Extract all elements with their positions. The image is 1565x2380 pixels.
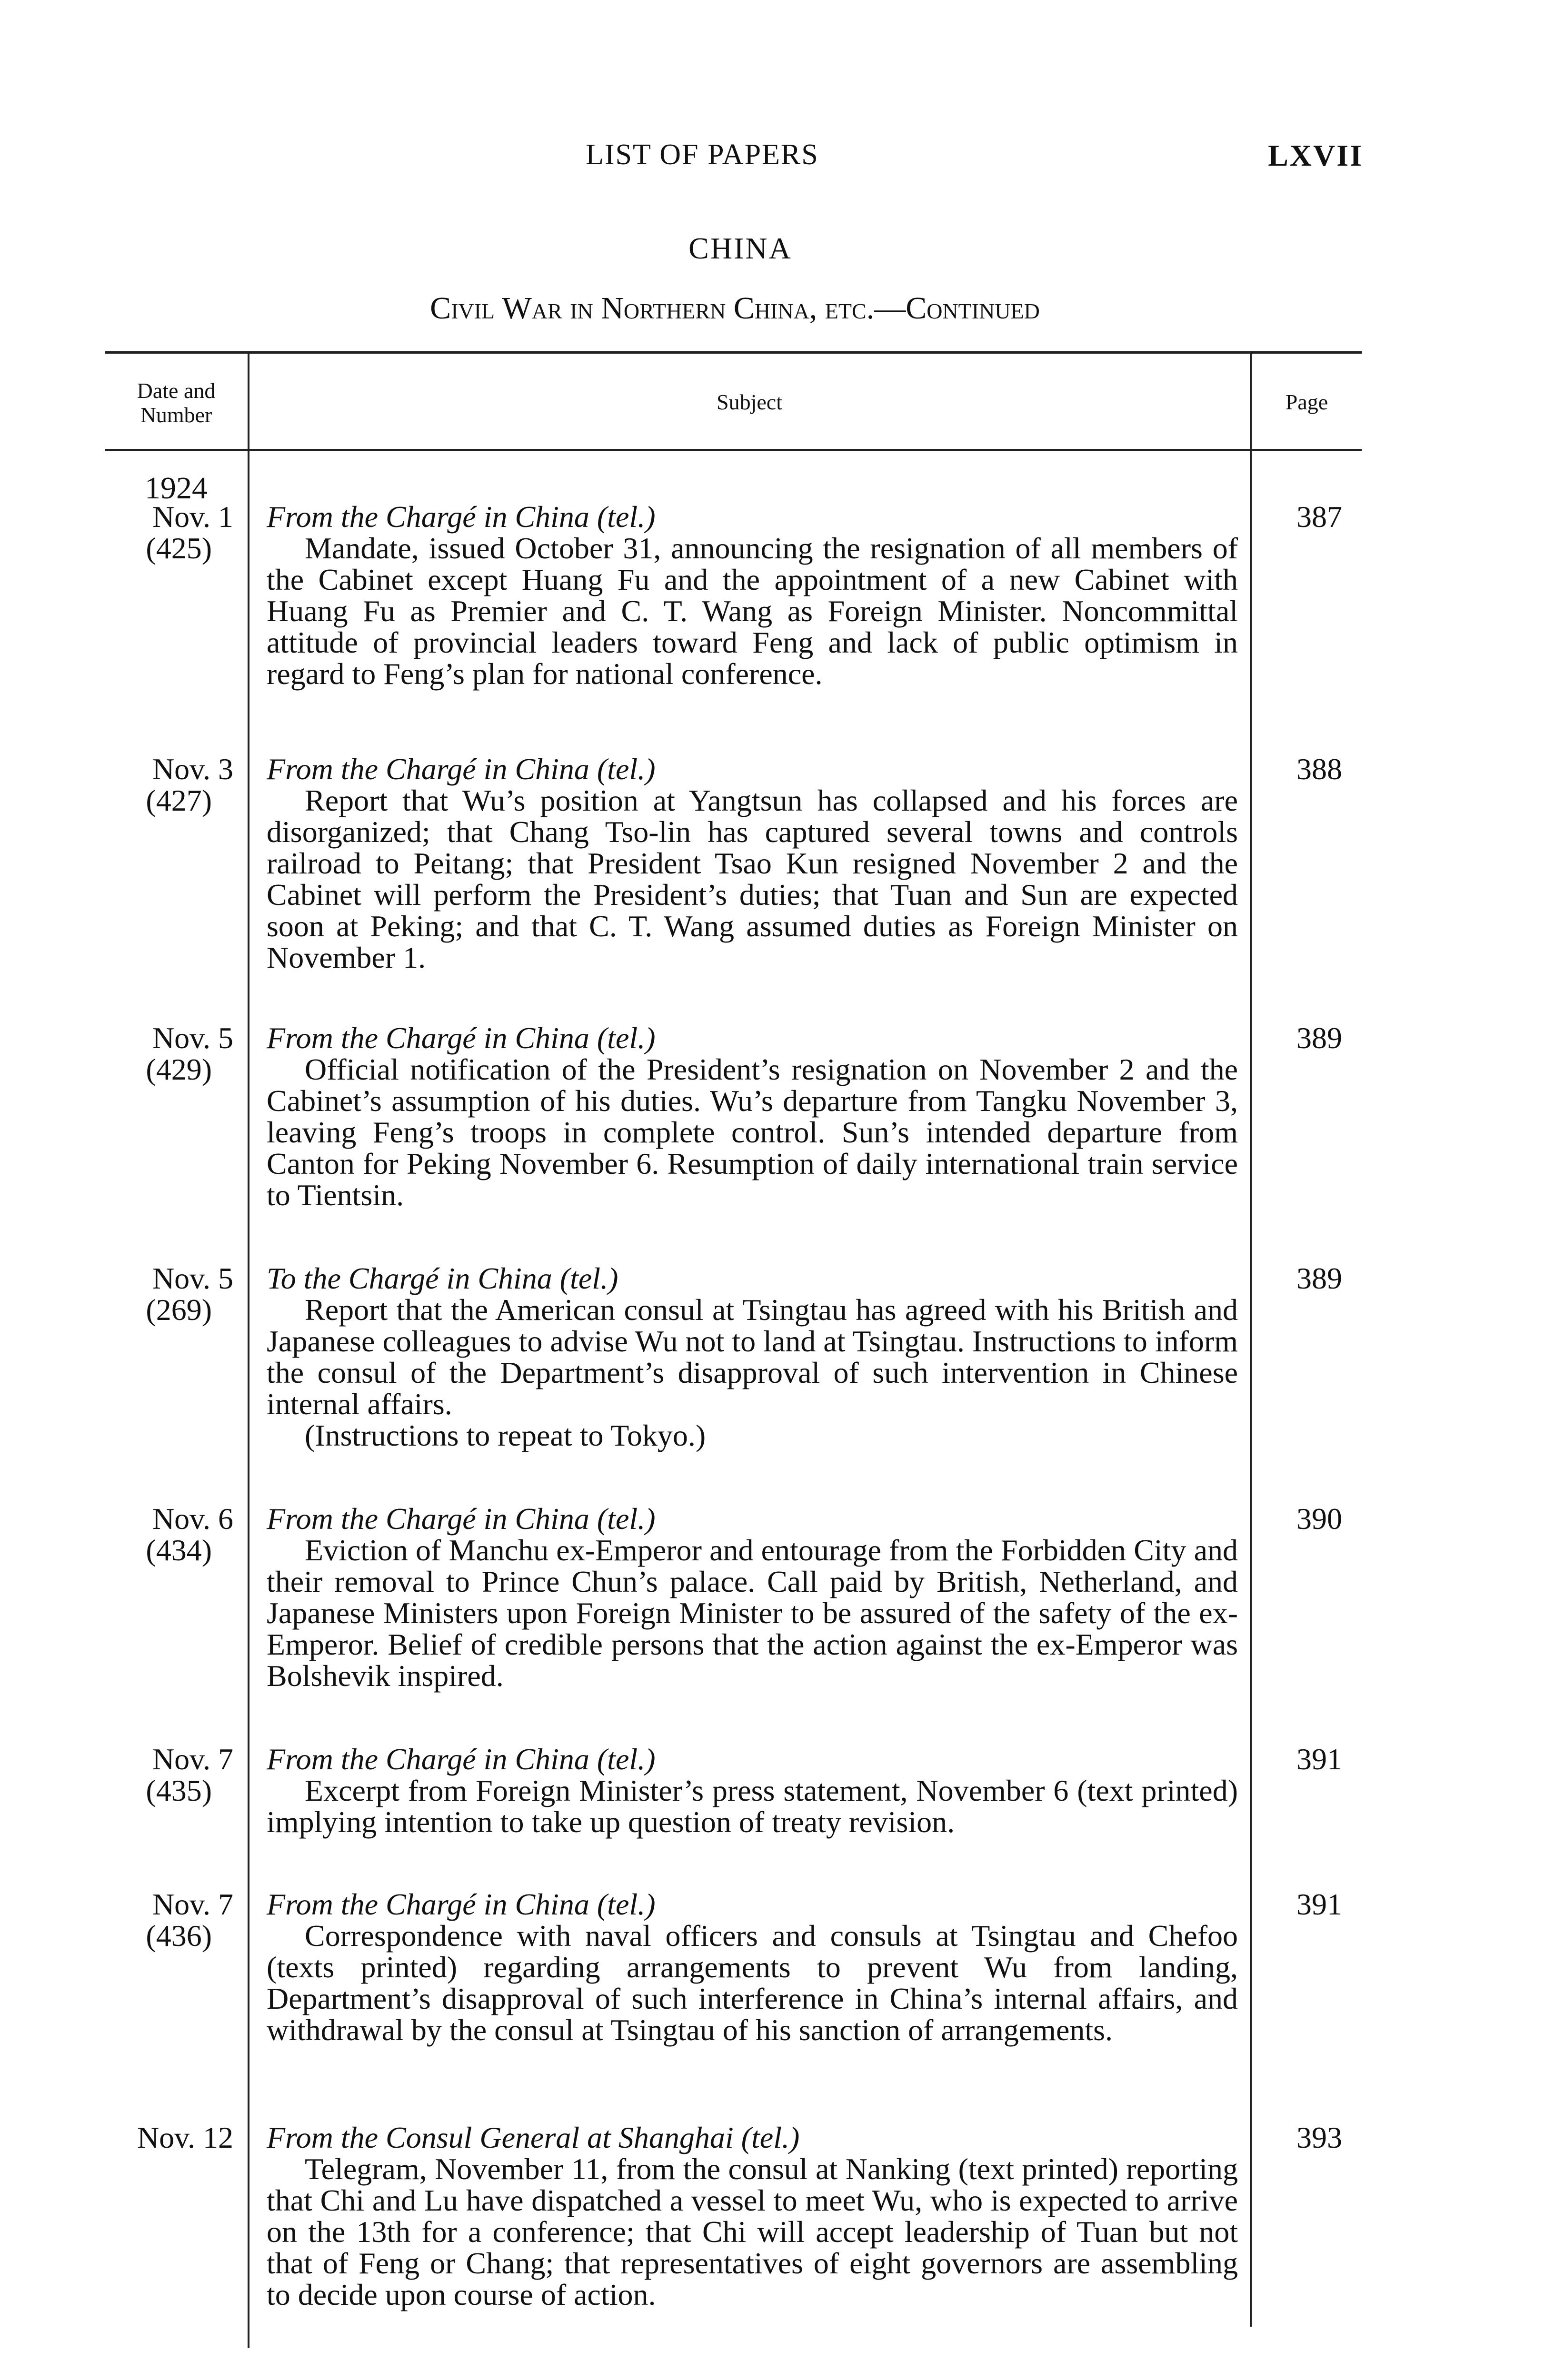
- year-label: 1924: [145, 471, 208, 506]
- entry-from: To the Chargé in China (tel.): [267, 1261, 618, 1295]
- entry-from: From the Chargé in China (tel.): [267, 1502, 656, 1536]
- entry-subject: [267, 1022, 1238, 1211]
- page-folio: LXVII: [1268, 139, 1363, 172]
- entry-subject: [267, 1263, 1238, 1451]
- entry-summary: Report that Wu’s position at Yangtsun has collapsed and his forces are disorganized; that Chang Tso-lin has captured several towns and controls railroad to Peitang; that President Tsao Kun resigned November 2 and the Cabinet will perform the President’s duties; that Tuan and Sun are expected soon at Peking; and that C. T. Wang assumed duties as Foreign Minister on November 1.: [267, 783, 1238, 974]
- entry-subject: [267, 1889, 1238, 2046]
- subject-column-header: Subject: [717, 390, 782, 414]
- entry-summary: Report that the American consul at Tsingtau has agreed with his British and Japanese colleagues to advise Wu not to land at Tsingtau. Instructions to inform the consul of the Department’s disapproval of such intervention in Chinese internal affairs.: [267, 1293, 1238, 1421]
- page-column-header: Page: [1285, 390, 1328, 414]
- entry-summary: Eviction of Manchu ex-Emperor and entourage from the Forbidden City and their removal to Prince Chun’s palace. Call paid by British, Netherland, and Japanese Ministers upon Foreign Minister to be assured of the safety of the ex-Emperor. Belief of credible persons that the action against the ex-Emperor was Bolshevik inspired.: [267, 1533, 1238, 1693]
- entry-number: (434): [146, 1533, 212, 1567]
- country-heading: [0, 231, 1443, 266]
- entry-subject: [267, 2122, 1238, 2311]
- date-header-line2: Number: [140, 402, 212, 427]
- entry-page: 391: [1296, 1742, 1342, 1776]
- entry-date: Nov. 12: [137, 2121, 233, 2154]
- entry-from: From the Chargé in China (tel.): [267, 1021, 656, 1055]
- entry-page: 389: [1296, 1021, 1342, 1055]
- entry-page: 390: [1296, 1502, 1342, 1536]
- entry-page: 393: [1296, 2121, 1342, 2154]
- entry-number: (436): [146, 1919, 212, 1953]
- entry-date: Nov. 7: [152, 1742, 233, 1776]
- entry-date: Nov. 6: [152, 1502, 233, 1536]
- entry-date: Nov. 1: [152, 500, 233, 534]
- entry-from: From the Chargé in China (tel.): [267, 752, 656, 786]
- section-title: Civil War in Northern China, etc.—Continued: [430, 291, 1040, 326]
- entry-number: (429): [146, 1052, 212, 1086]
- entry-date: Nov. 3: [152, 752, 233, 786]
- entry-subject: [267, 501, 1238, 690]
- section-heading: [0, 290, 1565, 327]
- entry-summary: Official notification of the President’s resignation on November 2 and the Cabinet’s assumption of his duties. Wu’s departure from Tangku November 3, leaving Feng’s troops in complete control. Sun’s intended departure from Canton for Peking November 6. Resumption of daily international train service to Tientsin.: [267, 1052, 1238, 1212]
- entry-page: 389: [1296, 1261, 1342, 1295]
- entry-note: (Instructions to repeat to Tokyo.): [305, 1418, 706, 1452]
- running-title: LIST OF PAPERS: [586, 139, 819, 171]
- date-header-line1: Date and: [137, 378, 216, 403]
- entry-number: (427): [146, 783, 212, 817]
- running-head: [0, 138, 1565, 181]
- entry-from: From the Chargé in China (tel.): [267, 500, 656, 534]
- entry-from: From the Chargé in China (tel.): [267, 1887, 656, 1921]
- entry-subject: [267, 1744, 1238, 1838]
- entries-list: [105, 351, 1362, 2380]
- entry-summary: Correspondence with naval officers and consuls at Tsingtau and Chefoo (texts printed) regarding arrangements to prevent Wu from landing, Department’s disapproval of such interference in China’s internal affairs, and withdrawal by the consul at Tsingtau of his sanction of arrangements.: [267, 1919, 1238, 2047]
- entry-number: (269): [146, 1293, 212, 1327]
- entry-from: From the Consul General at Shanghai (tel.): [267, 2121, 800, 2154]
- entry-number: (435): [146, 1774, 212, 1807]
- entry-summary: Mandate, issued October 31, announcing the resignation of all members of the Cabinet except Huang Fu and the appointment of a new Cabinet with Huang Fu as Premier and C. T. Wang as Foreign Minister. Noncommittal attitude of provincial leaders toward Feng and lack of public optimism in regard to Feng’s plan for national conference.: [267, 531, 1238, 691]
- entry-date: Nov. 5: [152, 1261, 233, 1295]
- entry-summary: Telegram, November 11, from the consul at Nanking (text printed) reporting that Chi and Lu have dispatched a vessel to meet Wu, who is expected to arrive on the 13th for a conference; that Chi will accept leadership of Tuan but not that of Feng or Chang; that representatives of eight governors are assembling to decide upon course of action.: [267, 2152, 1238, 2311]
- entry-date: Nov. 5: [152, 1021, 233, 1055]
- entry-subject: [267, 754, 1238, 973]
- entry-page: 388: [1296, 752, 1342, 786]
- entry-date: Nov. 7: [152, 1887, 233, 1921]
- papers-table: [105, 351, 1362, 2380]
- entry-summary: Excerpt from Foreign Minister’s press statement, November 6 (text printed) implying intention to take up question of treaty revision.: [267, 1774, 1238, 1839]
- entry-subject: [267, 1503, 1238, 1692]
- entry-from: From the Chargé in China (tel.): [267, 1742, 656, 1776]
- entry-page: 391: [1296, 1887, 1342, 1921]
- entry-page: 387: [1296, 500, 1342, 534]
- entry-number: (425): [146, 531, 212, 565]
- country-title: CHINA: [688, 231, 792, 265]
